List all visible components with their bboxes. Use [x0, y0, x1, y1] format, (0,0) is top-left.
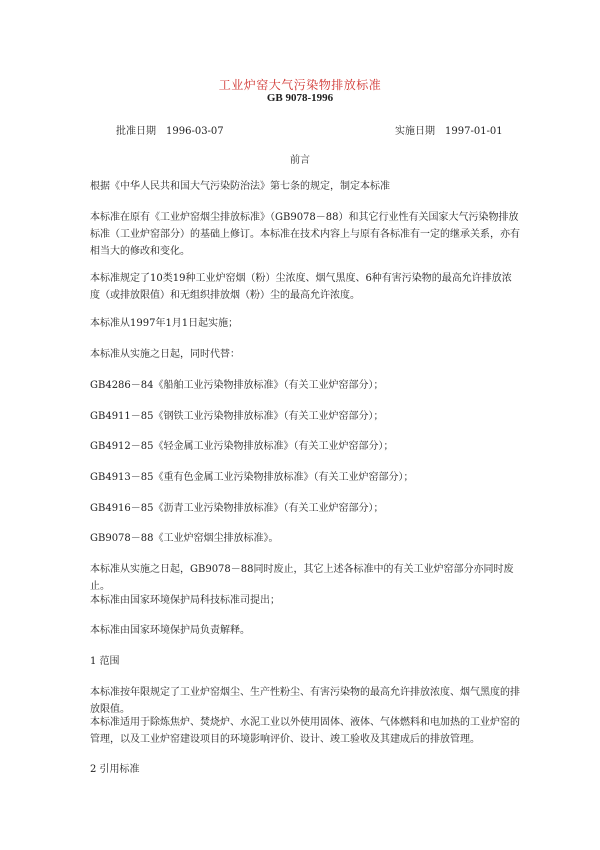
list-item-gb4912: GB4912－85《轻金属工业污染物排放标准》（有关工业炉窑部分）； — [90, 441, 394, 452]
paragraph-basis: 根据《中华人民共和国大气污染防治法》第七条的规定，制定本标准 — [90, 181, 390, 192]
paragraph-scope-limits: 本标准按年限规定了工业炉窑烟尘、生产性粉尘、有害污染物的最高允许排放浓度、烟气黑度的排放限值。 — [90, 687, 520, 715]
standard-code: GB 9078-1996 — [266, 92, 334, 104]
preface-heading: 前言 — [290, 155, 310, 166]
paragraph-applicability: 本标准适用于除炼焦炉、焚烧炉、水泥工业以外使用固体、液体、气体燃料和电加热的工业炉窑的管理，以及工业炉窑建设项目的环境影响评价、设计、竣工验收及其建成后的排放管理。 — [90, 717, 520, 745]
section-heading-scope: 1 范围 — [90, 656, 120, 667]
paragraph-proposed-by: 本标准由国家环境保护局科技标准司提出； — [90, 595, 280, 606]
paragraph-revision: 本标准在原有《工业炉窑烟尘排放标准》（GB9078－88）和其它行业性有关国家大气污染物排放标准（工业炉窑部分）的基础上修订。本标准在技术内容上与原有各标准有一定的继承关系，亦有相当大的修改和变化。 — [90, 212, 520, 257]
paragraph-scope-summary: 本标准规定了10类19种工业炉窑烟（粉）尘浓度、烟气黑度、6种有害污染物的最高允许排放浓度（或排放限值）和无组织排放烟（粉）尘的最高允许浓度。 — [90, 273, 512, 301]
implementation-date: 实施日期 1997-01-01 — [395, 126, 503, 137]
document-title: 工业炉窑大气污染物排放标准 — [218, 78, 382, 92]
list-item-gb4913: GB4913－85《重有色金属工业污染物排放标准》（有关工业炉窑部分）； — [90, 472, 414, 483]
paragraph-effective-date: 本标准从1997年1月1日起实施； — [90, 318, 239, 329]
paragraph-replaces: 本标准从实施之日起，同时代替： — [90, 349, 240, 360]
paragraph-abolished: 本标准从实施之日起，GB9078－88同时废止，其它上述各标准中的有关工业炉窑部分亦同时废止。 — [90, 564, 514, 592]
list-item-gb4916: GB4916－85《沥青工业污染物排放标准》（有关工业炉窑部分）； — [90, 503, 384, 514]
list-item-gb9078: GB9078－88《工业炉窑烟尘排放标准》。 — [90, 533, 279, 544]
list-item-gb4911: GB4911－85《钢铁工业污染物排放标准》（有关工业炉窑部分）； — [90, 411, 384, 422]
list-item-gb4286: GB4286－84《船舶工业污染物排放标准》（有关工业炉窑部分）； — [90, 380, 384, 391]
paragraph-interpreted-by: 本标准由国家环境保护局负责解释。 — [90, 625, 250, 636]
approval-date: 批准日期 1996-03-07 — [116, 126, 224, 137]
section-heading-references: 2 引用标准 — [90, 764, 140, 775]
